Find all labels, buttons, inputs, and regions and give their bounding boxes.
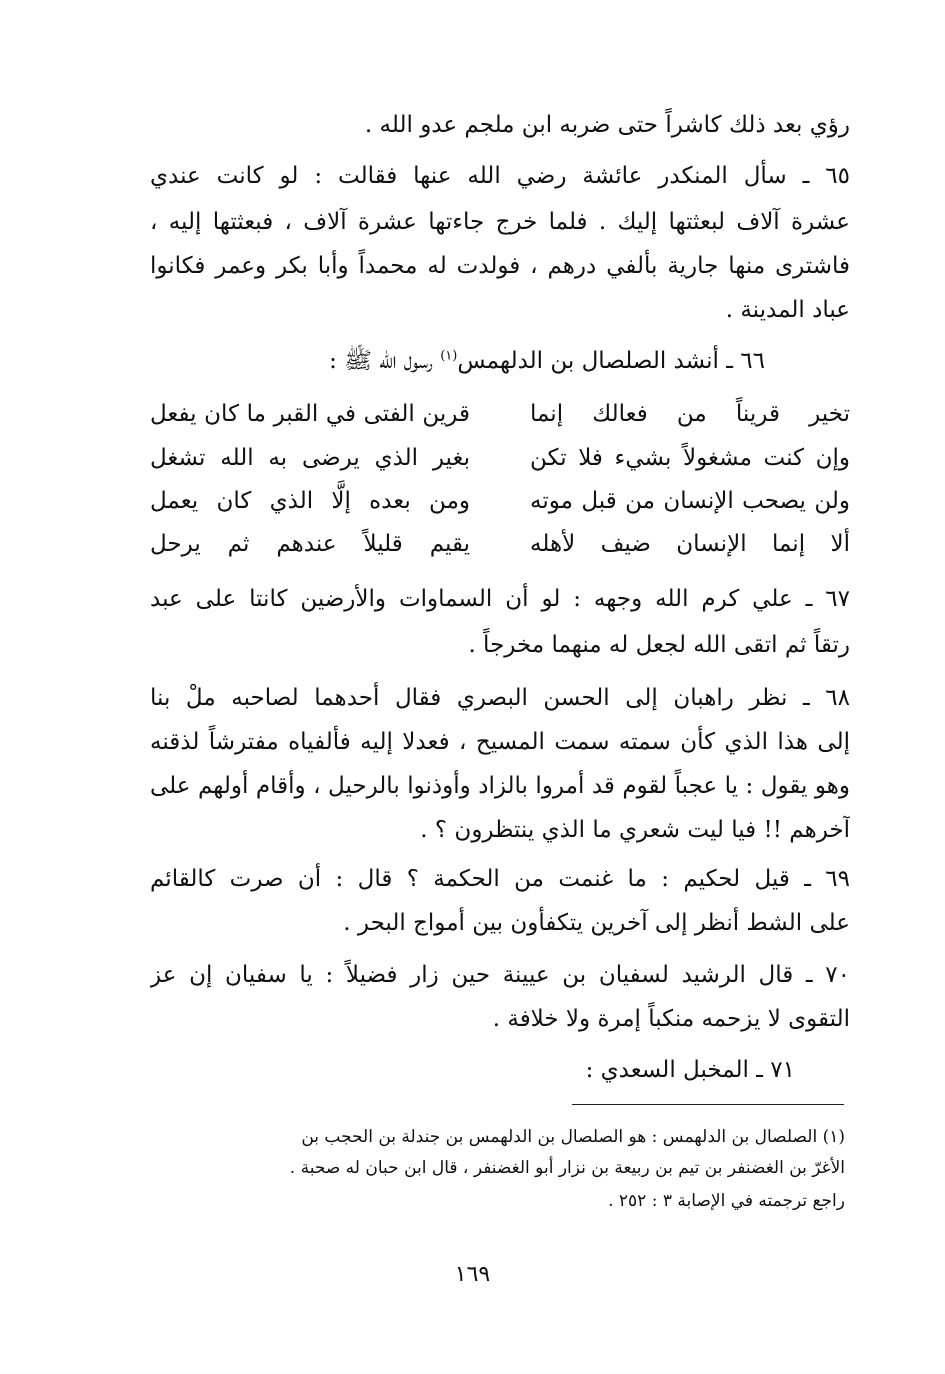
verse-first-hemistich: وإن كنت مشغولاً بشيء فلا تكن [530,445,850,471]
paragraph-66-intro [150,343,850,379]
paragraph-70-line-1: ٧٠ ـ قال الرشيد لسفيان بن عيينة حين زار فضيلاً : يا سفيان إن عز [150,962,850,988]
paragraph-68-line-3: وهو يقول : يا عجباً لقوم قد أمروا بالزاد وأوذنوا بالرحيل ، وأقام أولهم على [150,773,850,799]
verse-first-hemistich: تخير قريناً من فعالك إنما [530,401,850,427]
verse-second-hemistich: قرين الفتى في القبر ما كان يفعل [150,401,470,427]
paragraph-65-line-2: عشرة آلاف لبعثتها إليك . فلما خرج جاءتها عشرة آلاف ، فبعثتها إليه ، [150,209,850,235]
poem-verse [150,483,850,519]
footnote-separator [572,1104,844,1105]
footnote-reference: (١) [440,348,458,364]
paragraph-69-line-2: على الشط أنظر إلى آخرين يتكفأون بين أمواج البحر . [343,910,850,936]
verse-second-hemistich: ومن بعده إلَّا الذي كان يعمل [150,488,470,514]
footnote-line-1: (١) الصلصال بن الدلهمس : هو الصلصال بن الدلهمس بن جندلة بن الحجب بن [301,1127,845,1147]
paragraph-70-line-2: التقوى لا يزحمه منكباً إمرة ولا خلافة . [492,1006,850,1032]
paragraph-67-line-2: رتقاً ثم اتقى الله لجعل له منهما مخرجاً . [468,632,850,658]
text-line: رؤي بعد ذلك كاشراً حتى ضربه ابن ملجم عدو الله . [364,112,850,138]
footnote-line-3: راجع ترجمته في الإصابة ٣ : ٢٥٢ . [608,1191,845,1211]
paragraph-67-line-1: ٦٧ ـ علي كرم الله وجهه : لو أن السماوات والأرضين كانتا على عبد [150,586,850,612]
verse-second-hemistich: بغير الذي يرضى به الله تشغل [150,445,470,471]
paragraph-68-line-2: إلى هذا الذي كأن سمته سمت المسيح ، فعدلا إليه فألفياه مفترشاً لذقنه [150,729,850,755]
poem-verse [150,526,850,562]
poem-verse [150,396,850,432]
verse-first-hemistich: ألا إنما الإنسان ضيف لأهله [530,531,850,557]
paragraph-68-line-4: آخرهم !! فيا ليت شعري ما الذي ينتظرون ؟ . [420,817,850,843]
paragraph-65-line-4: عباد المدينة . [725,297,850,323]
paragraph-66-intro-text-b: رسول الله ﷺ : [329,348,441,374]
paragraph-69-line-1: ٦٩ ـ قيل لحكيم : ما غنمت من الحكمة ؟ قال : أن صرت كالقائم [150,866,850,892]
paragraph-68-line-1: ٦٨ ـ نظر راهبان إلى الحسن البصري فقال أحدهما لصاحبه ملْ بنا [150,685,850,711]
paragraph-71-line-1: ٧١ ـ المخبل السعدي : [585,1057,795,1083]
footnote-line-2: الأغرّ بن الغضنفر بن تيم بن ربيعة بن نزار أبو الغضنفر ، قال ابن حبان له صحبة . [289,1158,845,1178]
page-number: ١٦٩ [454,1262,491,1287]
poem-verse [150,440,850,476]
verse-second-hemistich: يقيم قليلاً عندهم ثم يرحل [150,531,470,557]
paragraph-66-intro-text-a: ٦٦ ـ أنشد الصلصال بن الدلهمس [457,348,765,374]
verse-first-hemistich: ولن يصحب الإنسان من قبل موته [530,488,850,514]
paragraph-65-line-1: ٦٥ ـ سأل المنكدر عائشة رضي الله عنها فقالت : لو كانت عندي [150,163,850,189]
paragraph-65-line-3: فاشترى منها جارية بألفي درهم ، فولدت له محمداً وأبا بكر وعمر فكانوا [150,253,850,279]
